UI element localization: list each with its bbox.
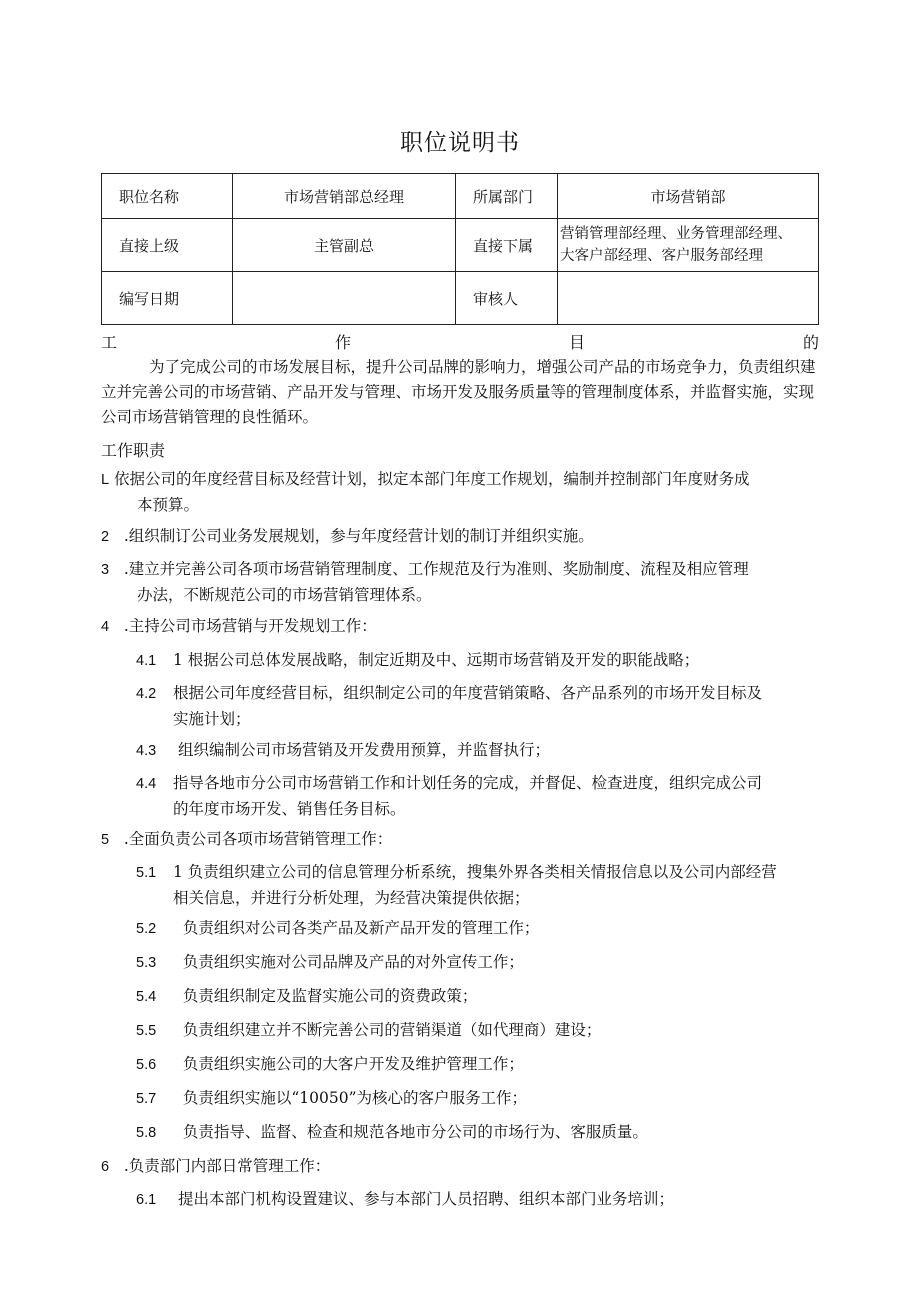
duty-text: 依据公司的年度经营目标及经营计划，拟定本部门年度工作规划，编制并控制部门年度财务成 [114, 470, 750, 488]
subordinate-label: 直接下属 [456, 219, 558, 272]
sub-text: 负责组织实施对公司品牌及产品的对外宣传工作； [182, 953, 524, 971]
sub-text: 负责组织对公司各类产品及新产品开发的管理工作； [182, 919, 540, 937]
date-value [233, 272, 456, 325]
sub-item-5-5 [136, 1018, 820, 1044]
sub-number: 5.2 [136, 921, 157, 937]
purpose-heading-char: 工 [101, 333, 118, 352]
dept-label: 所属部门 [456, 174, 558, 219]
duties-heading: 工作职责 [101, 441, 166, 460]
duty-number: 2 [101, 529, 110, 545]
sub-number: 5.7 [136, 1091, 157, 1107]
sub-item-6-1 [136, 1187, 820, 1213]
dept-value: 市场营销部 [558, 174, 819, 219]
sub-text: 负责组织制定及监督实施公司的资费政策； [182, 987, 478, 1005]
duty-number: 3 [101, 562, 110, 578]
sub-item-5-2 [136, 916, 820, 942]
sub-text: 组织编制公司市场营销及开发费用预算，并监督执行； [177, 741, 550, 759]
duty-number: 5 [101, 832, 110, 848]
sub-number: 5.6 [136, 1057, 157, 1073]
duty-text: .负责部门内部日常管理工作： [123, 1157, 331, 1175]
duty-number: 6 [101, 1159, 110, 1175]
sub-number: 4.4 [136, 776, 157, 792]
sub-item-4-4 [136, 771, 820, 822]
sub-item-4-3 [136, 738, 820, 764]
duty-text-cont: 办法，不断规范公司的市场营销管理体系。 [137, 586, 432, 604]
sub-text: 指导各地市分公司市场营销工作和计划任务的完成，并督促、检查进度，组织完成公司 [173, 774, 763, 792]
table-row [102, 174, 819, 219]
sub-number: 4.3 [136, 743, 157, 759]
position-label: 职位名称 [102, 174, 233, 219]
sub-text: 负责指导、监督、检查和规范各地市分公司的市场行为、客服质量。 [182, 1123, 648, 1141]
page-title: 职位说明书 [400, 130, 520, 156]
sub-number: 5.1 [136, 865, 157, 881]
superior-label: 直接上级 [102, 219, 233, 272]
duty-number: 4 [101, 619, 110, 635]
duty-number: L [101, 472, 110, 488]
duty-text: .主持公司市场营销与开发规划工作： [123, 617, 377, 635]
sub-number: 6.1 [136, 1192, 157, 1208]
sub-item-5-6 [136, 1052, 820, 1078]
sub-text: 1 负责组织建立公司的信息管理分析系统，搜集外界各类相关情报信息以及公司内部经营 [173, 863, 777, 881]
sub-text: 根据公司年度经营目标，组织制定公司的年度营销策略、各产品系列的市场开发目标及 [173, 684, 763, 702]
duty-item-6 [101, 1154, 821, 1180]
sub-number: 5.3 [136, 955, 157, 971]
duty-item-3 [101, 557, 821, 608]
duty-text: .建立并完善公司各项市场营销管理制度、工作规范及行为准则、奖励制度、流程及相应管理 [123, 560, 749, 578]
duty-item-4 [101, 614, 821, 640]
duty-item-5 [101, 827, 821, 853]
sub-item-5-1 [136, 860, 820, 911]
date-label: 编写日期 [102, 272, 233, 325]
sub-item-5-8 [136, 1120, 820, 1146]
sub-text: 1 根据公司总体发展战略，制定近期及中、远期市场营销及开发的职能战略； [173, 651, 700, 669]
sub-text-cont: 实施计划； [173, 710, 251, 728]
sub-text-cont: 相关信息，并进行分析处理，为经营决策提供依据； [173, 889, 530, 907]
subordinate-value [558, 219, 819, 272]
sub-item-5-3 [136, 950, 820, 976]
sub-item-5-7 [136, 1086, 820, 1112]
duty-text: .组织制订公司业务发展规划，参与年度经营计划的制订并组织实施。 [123, 527, 594, 545]
superior-value: 主管副总 [233, 219, 456, 272]
sub-number: 5.4 [136, 989, 157, 1005]
purpose-heading-char: 作 [334, 333, 351, 352]
purpose-heading [101, 330, 819, 353]
sub-number: 5.5 [136, 1023, 157, 1039]
sub-number: 4.2 [136, 686, 157, 702]
sub-item-4-2 [136, 681, 820, 732]
table-row [102, 272, 819, 325]
sub-number: 4.1 [136, 653, 157, 669]
sub-text-cont: 的年度市场开发、销售任务目标。 [173, 800, 406, 818]
reviewer-label: 审核人 [456, 272, 558, 325]
subordinate-line-2: 大客户部经理、客户服务部经理 [560, 248, 763, 264]
info-table [101, 173, 819, 325]
subordinate-line-1: 营销管理部经理、业务管理部经理、 [560, 226, 792, 242]
sub-text: 提出本部门机构设置建议、参与本部门人员招聘、组织本部门业务培训； [177, 1190, 674, 1208]
reviewer-value [558, 272, 819, 325]
sub-text: 负责组织实施以“10050”为核心的客户服务工作； [182, 1089, 528, 1107]
duty-item-1 [101, 467, 821, 518]
duty-item-2 [101, 524, 821, 550]
sub-item-5-4 [136, 984, 820, 1010]
sub-item-4-1 [136, 648, 820, 674]
table-row [102, 219, 819, 272]
sub-text: 负责组织建立并不断完善公司的营销渠道（如代理商）建设； [182, 1021, 602, 1039]
position-value: 市场营销部总经理 [233, 174, 456, 219]
purpose-heading-char: 目 [568, 333, 585, 352]
sub-number: 5.8 [136, 1125, 157, 1141]
purpose-text: 为了完成公司的市场发展目标，提升公司品牌的影响力，增强公司产品的市场竞争力，负责组织建立并完善公司的市场营销、产品开发与管理、市场开发及服务质量等的管理制度体系，并监督实施，实现公司市场营销管理的良性循环。 [101, 358, 816, 426]
duty-text-cont: 本预算。 [137, 496, 200, 514]
purpose-heading-char: 的 [802, 333, 819, 352]
duty-text: .全面负责公司各项市场营销管理工作： [123, 830, 393, 848]
sub-text: 负责组织实施公司的大客户开发及维护管理工作； [182, 1055, 524, 1073]
